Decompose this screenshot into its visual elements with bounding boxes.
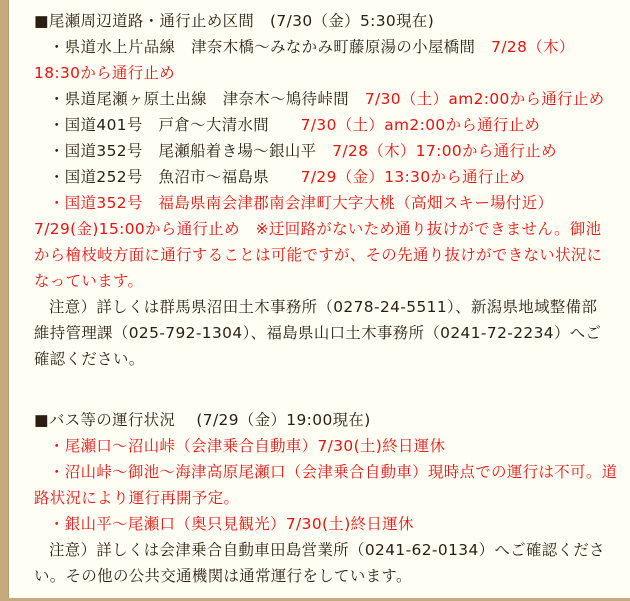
list-item [34,164,624,190]
list-item [34,34,624,60]
item-continuation: 路状況により運行再開予定。 [34,489,240,507]
item-status: 7/28（木） [491,38,575,56]
road-closure-section [34,8,624,372]
list-item [34,86,624,112]
note-text: 注意）詳しくは群馬県沼田土木事務所（0278-24-5511）、新潟県地域整備部 [49,298,598,316]
special-text: から檜枝岐方面に通行することは可能ですが、その先通り抜けができない状況に [34,246,603,264]
list-item: ・沼山峠〜御池〜海津高原尾瀬口（会津乗合自動車）現時点での運行は不可。道 [49,463,618,481]
list-item [34,138,624,164]
item-status: 7/30（土）am2:00から通行止め [300,116,541,134]
item-status: 7/29（金）13:30から通行止め [300,168,526,186]
list-item-special: ・国道352号 福島県南会津郡南会津町大字大桃（高畑スキー場付近） [49,194,554,212]
item-text: ・国道352号 尾瀬船着き場〜銀山平 [49,142,333,160]
note-text: 注意）詳しくは会津乗合自動車田島営業所（0241-62-0134）へご確認くださ [49,541,605,559]
note-text: い。その他の公共交通機関は通常運行をしています。 [34,567,412,585]
note-text: 維持管理課（025-792-1304）、福島県山口土木事務所（0241-72-2234）へご [34,324,602,342]
list-item [34,112,624,138]
item-text: ・県道水上片品線 津奈木橋〜みなかみ町藤原湯の小屋橋間 [49,38,492,56]
note-text: 確認ください。 [34,350,145,368]
item-text: ・県道尾瀬ヶ原土出線 津奈木〜鳩待峠間 [49,90,365,108]
item-text: ・国道401号 戸倉〜大清水間 [49,116,301,134]
section-heading: ■尾瀬周辺道路・通行止め区間 (7/30（金）5:30現在) [34,12,435,30]
item-continuation: 18:30から通行止め [34,64,176,82]
special-text: 7/29(金)15:00から通行止め ※迂回路がないため通り抜けができません。御池 [34,220,602,238]
bus-status-section [34,407,624,589]
item-status: 7/30（土）am2:00から通行止め [364,90,605,108]
content-panel [8,0,630,601]
item-text: ・国道252号 魚沼市〜福島県 [49,168,301,186]
section-heading: ■バス等の運行状況 (7/29（金）19:00現在) [34,411,371,429]
item-status: 7/28（木）17:00から通行止め [332,142,557,160]
list-item: ・尾瀬口〜沼山峠（会津乗合自動車）7/30(土)終日運休 [49,437,446,455]
special-text: なっています。 [34,272,144,290]
list-item: ・銀山平〜尾瀬口（奥只見観光）7/30(土)終日運休 [49,515,414,533]
